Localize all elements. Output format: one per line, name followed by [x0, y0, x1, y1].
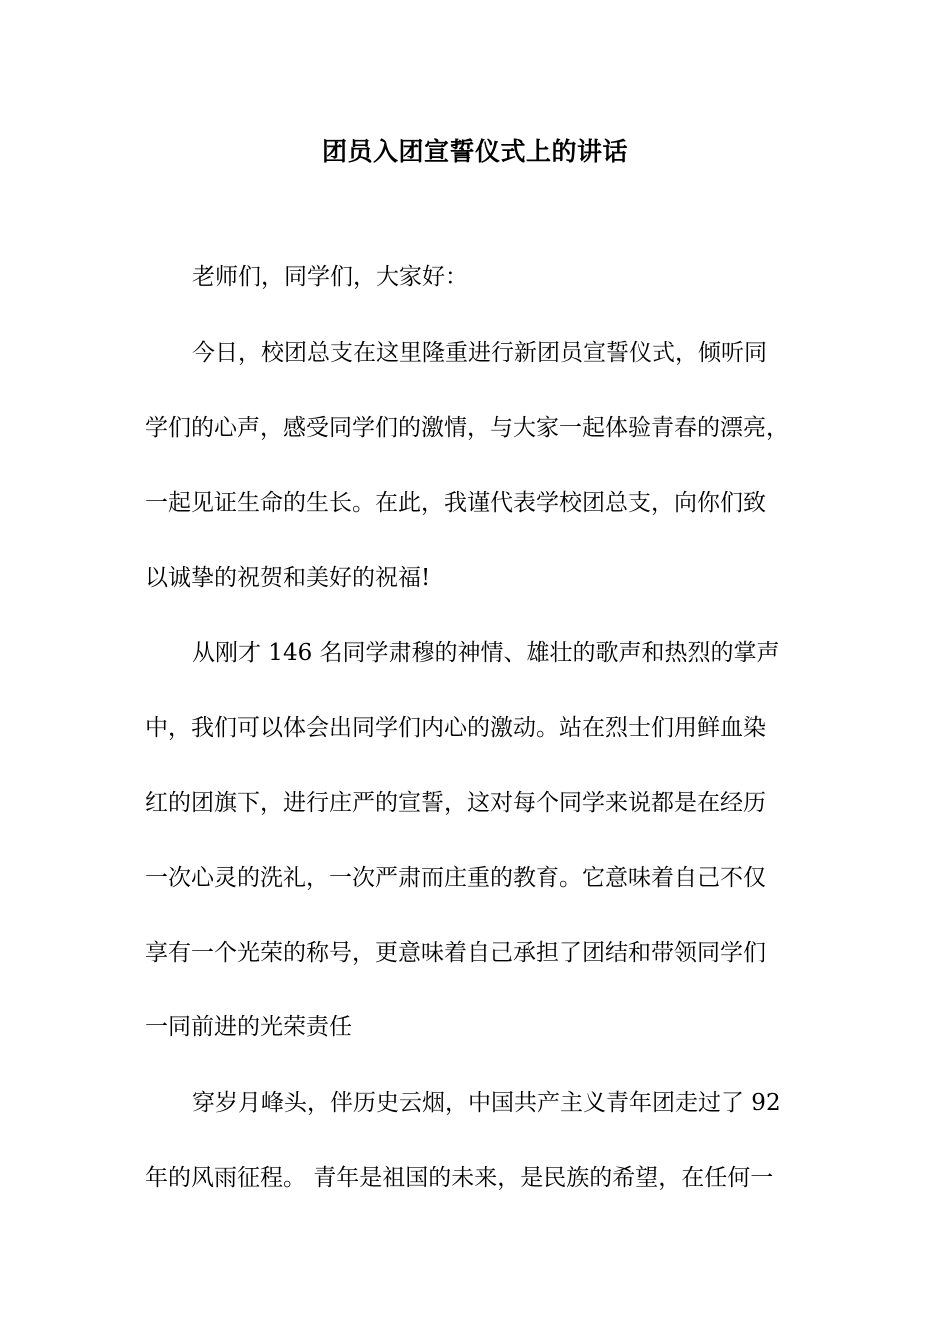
body-text-line: 从刚才 146 名同学肃穆的神情、雄壮的歌声和热烈的掌声 — [192, 640, 780, 666]
body-text-line: 学们的心声，感受同学们的激情，与大家一起体验青春的漂亮， — [145, 415, 789, 441]
body-text-line: 享有一个光荣的称号，更意味着自己承担了团结和带领同学们 — [145, 940, 766, 966]
body-text-line: 一次心灵的洗礼，一次严肃而庄重的教育。它意味着自己不仅 — [145, 865, 766, 891]
body-text-line: 穿岁月峰头，伴历史云烟，中国共产主义青年团走过了 92 — [192, 1090, 781, 1116]
body-text-line: 年的风雨征程。 青年是祖国的未来，是民族的希望，在任何一 — [145, 1165, 774, 1191]
document-title: 团员入团宣誓仪式上的讲话 — [321, 137, 628, 166]
body-text-line: 红的团旗下，进行庄严的宣誓，这对每个同学来说都是在经历 — [145, 790, 766, 816]
body-text-line: 以诚挚的祝贺和美好的祝福! — [145, 565, 431, 591]
body-text-line: 一同前进的光荣责任 — [145, 1014, 352, 1040]
body-text-line: 中，我们可以体会出同学们内心的激动。站在烈士们用鲜血染 — [145, 715, 766, 741]
body-text-line: 一起见证生命的生长。在此，我谨代表学校团总支，向你们致 — [145, 490, 766, 516]
greeting-line: 老师们，同学们，大家好： — [192, 264, 468, 290]
body-text-line: 今日，校团总支在这里隆重进行新团员宣誓仪式，倾听同 — [192, 340, 767, 366]
